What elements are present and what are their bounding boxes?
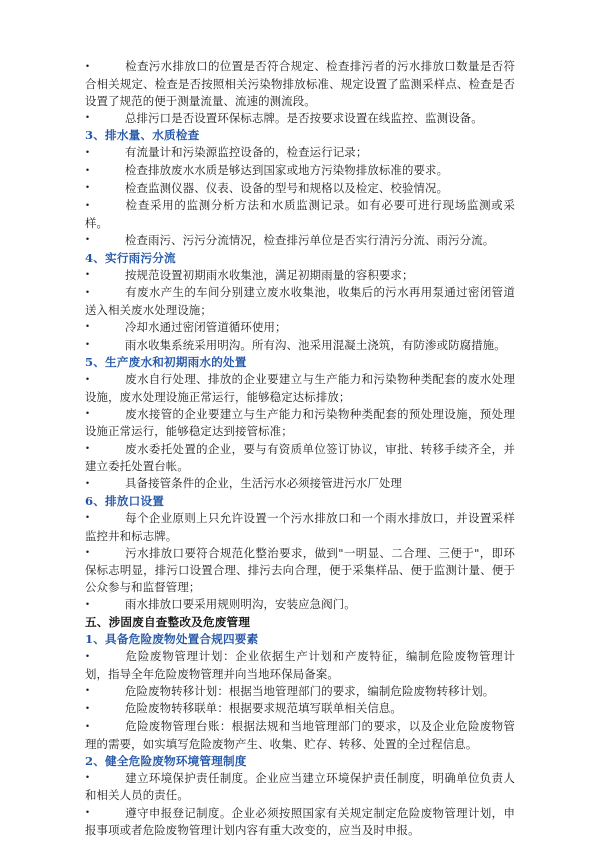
bullet-point-icon: • bbox=[85, 548, 91, 559]
section-heading-blue: 6、排放口设置 bbox=[85, 493, 165, 508]
section-heading-blue: 3、排水量、水质检查 bbox=[85, 128, 200, 143]
bullet-point-icon: • bbox=[85, 651, 91, 662]
bullet-paragraph bbox=[85, 510, 515, 545]
bullet-point-icon: • bbox=[85, 322, 91, 333]
bullet-paragraph bbox=[85, 406, 515, 441]
bullet-paragraph-text: 建立环境保护责任制度。企业应当建立环境保护责任制度，明确单位负责人和相关人员的责任。 bbox=[85, 770, 515, 803]
section-heading-blue: 5、生产废水和初期雨水的处置 bbox=[85, 355, 247, 370]
bullet-point-icon: • bbox=[85, 409, 91, 420]
bullet-paragraph-text: 雨水收集系统采用明沟。所有沟、池采用混凝土浇筑，有防渗或防腐措施。 bbox=[125, 337, 506, 352]
bullet-paragraph bbox=[85, 371, 515, 406]
bullet-point-icon: • bbox=[85, 61, 91, 72]
bullet-paragraph-text: 废水委托处置的企业，要与有资质单位签订协议，审批、转移手续齐全，并建立委托处置台帐。 bbox=[85, 441, 515, 474]
bullet-paragraph-text: 污水排放口要符合规范化整治要求，做到"一明显、二合理、三便于"，即环保标志明显，排污口设置合理、排污去向合理，便于采集样品、便于监测计量、便于公众参与和监督管理； bbox=[85, 545, 515, 595]
bullet-paragraph-text: 按规范设置初期雨水收集池，满足初期雨量的容积要求； bbox=[125, 267, 414, 282]
bullet-paragraph-text: 危险废物管理台账：根据法规和当地管理部门的要求，以及企业危险废物管理的需要，如实填写危险废物产生、收集、贮存、转移、处置的全过程信息。 bbox=[85, 719, 515, 751]
bullet-paragraph bbox=[85, 770, 515, 805]
bullet-paragraph bbox=[85, 700, 515, 718]
bullet-point-icon: • bbox=[85, 270, 91, 281]
section-heading-blue: 2、健全危险废物环境管理制度 bbox=[85, 753, 247, 768]
bullet-paragraph bbox=[85, 718, 515, 753]
document-body bbox=[85, 58, 515, 839]
bullet-paragraph-text: 危险废物转移联单：根据要求规范填写联单相关信息。 bbox=[125, 701, 402, 716]
bullet-paragraph bbox=[85, 197, 515, 232]
bullet-paragraph bbox=[85, 319, 515, 337]
bullet-point-icon: • bbox=[85, 113, 91, 124]
bullet-paragraph bbox=[85, 475, 515, 493]
bullet-paragraph bbox=[85, 596, 515, 614]
bullet-paragraph-text: 雨水排放口要采用规则明沟，安装应急阀门。 bbox=[125, 597, 356, 612]
bullet-paragraph bbox=[85, 545, 515, 597]
bullet-paragraph bbox=[85, 648, 515, 683]
bullet-paragraph bbox=[85, 144, 515, 162]
bullet-paragraph-text: 废水自行处理、排放的企业要建立与生产能力和污染物种类配套的废水处理设施，废水处理设施正常运行，能够稳定达标排放； bbox=[85, 372, 515, 404]
section-heading-blue: 4、实行雨污分流 bbox=[85, 250, 176, 265]
bullet-paragraph-text: 检查雨污、污污分流情况，检查排污单位是否实行清污分流、雨污分流。 bbox=[125, 232, 495, 247]
bullet-point-icon: • bbox=[85, 374, 91, 385]
bullet-point-icon: • bbox=[85, 513, 91, 524]
bullet-point-icon: • bbox=[85, 147, 91, 158]
bullet-paragraph-text: 检查监测仪器、仪表、设备的型号和规格以及检定、校验情况。 bbox=[125, 180, 449, 195]
bullet-point-icon: • bbox=[85, 773, 91, 784]
bullet-point-icon: • bbox=[85, 235, 91, 246]
bullet-paragraph-text: 有废水产生的车间分别建立废水收集池，收集后的污水再用泵通过密闭管道送入相关废水处理设施； bbox=[85, 285, 515, 317]
bullet-paragraph bbox=[85, 337, 515, 355]
bullet-paragraph-text: 危险废物管理计划：企业依据生产计划和产废特征，编制危险废物管理计划，指导全年危险废物管理并向当地环保局备案。 bbox=[85, 649, 515, 681]
bullet-paragraph-text: 冷却水通过密闭管道循环使用； bbox=[125, 319, 287, 334]
bullet-paragraph bbox=[85, 284, 515, 319]
bullet-paragraph bbox=[85, 441, 515, 476]
bullet-point-icon: • bbox=[85, 165, 91, 176]
bullet-paragraph-text: 每个企业原则上只允许设置一个污水排放口和一个雨水排放口，并设置采样监控井和标志牌。 bbox=[85, 510, 515, 543]
bullet-paragraph-text: 具备接管条件的企业，生活污水必须接管进污水厂处理 bbox=[125, 476, 402, 491]
bullet-point-icon: • bbox=[85, 444, 91, 455]
bullet-paragraph-text: 总排污口是否设置环保标志牌。是否按要求设置在线监控、监测设备。 bbox=[125, 110, 483, 125]
bullet-point-icon: • bbox=[85, 340, 91, 350]
bullet-paragraph-text: 废水接管的企业要建立与生产能力和污染物种类配套的预处理设施，预处理设施正常运行，能够稳定达到接管标准； bbox=[85, 406, 515, 439]
bullet-paragraph bbox=[85, 267, 515, 285]
bullet-point-icon: • bbox=[85, 686, 91, 697]
bullet-point-icon: • bbox=[85, 200, 91, 211]
bullet-point-icon: • bbox=[85, 478, 91, 489]
bullet-paragraph-text: 遵守申报登记制度。企业必须按照国家有关规定制定危险废物管理计划，申报事项或者危险废物管理计划内容有重大改变的，应当及时申报。 bbox=[85, 805, 515, 838]
section-heading-black: 五、涉固废自查整改及危废管理 bbox=[85, 615, 251, 629]
bullet-paragraph-text: 检查采用的监测分析方法和水质监测记录。如有必要可进行现场监测或采样。 bbox=[85, 198, 515, 230]
bullet-paragraph-text: 检查污水排放口的位置是否符合规定、检查排污者的污水排放口数量是否符合相关规定、检查是否按照相关污染物排放标准、规定设置了监测采样点、检查是否设置了规范的便于测量流量、流速的测流段。 bbox=[85, 59, 515, 108]
bullet-paragraph-text: 有流量计和污染源监控设备的，检查运行记录； bbox=[125, 145, 368, 160]
section-heading-blue: 1、具备危险废物处置合规四要素 bbox=[85, 632, 259, 647]
bullet-paragraph bbox=[85, 58, 515, 110]
bullet-paragraph bbox=[85, 232, 515, 250]
bullet-point-icon: • bbox=[85, 703, 91, 714]
bullet-paragraph bbox=[85, 805, 515, 840]
bullet-point-icon: • bbox=[85, 183, 91, 194]
bullet-paragraph-text: 危险废物转移计划：根据当地管理部门的要求，编制危险废物转移计划。 bbox=[125, 683, 495, 698]
bullet-point-icon: • bbox=[85, 721, 91, 732]
bullet-paragraph bbox=[85, 162, 515, 180]
bullet-paragraph bbox=[85, 683, 515, 701]
bullet-point-icon: • bbox=[85, 808, 91, 819]
bullet-point-icon: • bbox=[85, 599, 91, 610]
bullet-paragraph-text: 检查排放废水水质是够达到国家或地方污染物排放标准的要求。 bbox=[125, 163, 449, 178]
bullet-paragraph bbox=[85, 110, 515, 128]
bullet-paragraph bbox=[85, 180, 515, 198]
bullet-point-icon: • bbox=[85, 287, 91, 298]
